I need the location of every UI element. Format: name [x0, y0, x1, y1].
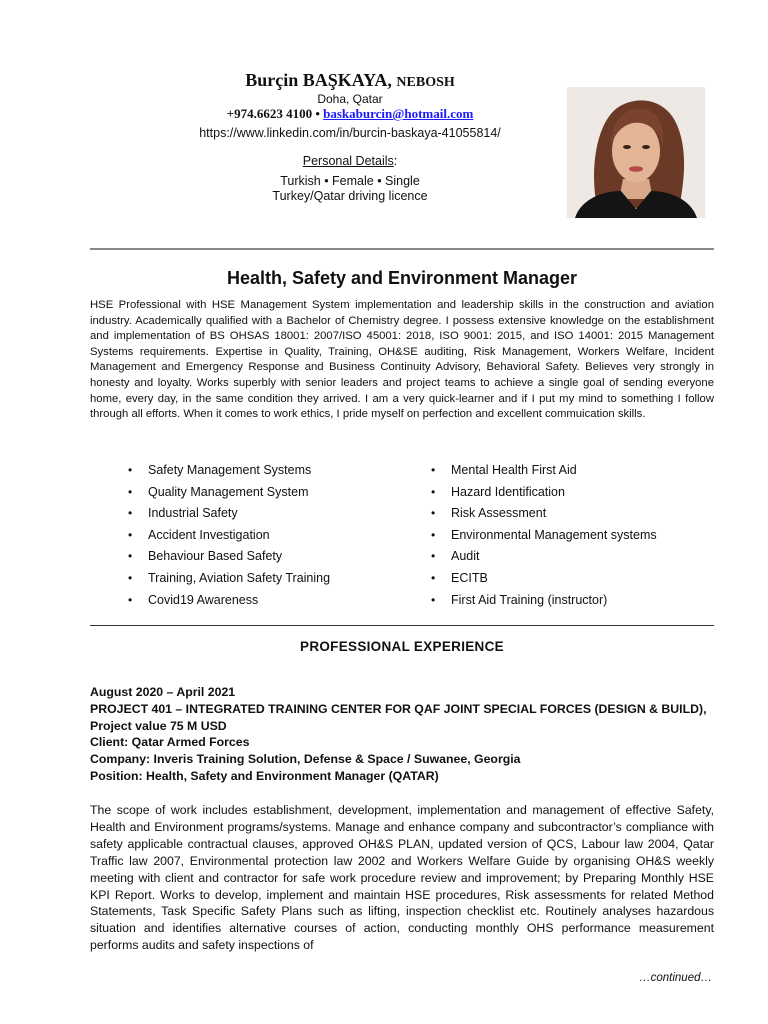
skill-item: • Environmental Management systems — [431, 527, 731, 549]
profile-photo — [567, 87, 705, 218]
job-scope-paragraph: The scope of work includes establishment, development, implementation and management of effective Safety, Health and Environment programs/systems. Manage and enhance company and subcontractor’s compliance with safety applicable contractual clauses, approved OH&S PLAN, updated version of QCS, Labour law 2004, Qatar Traffic law 2007, Environmental protection law 2002 and Workers Welfare Guide by organising OH&S weekly meeting with client and contractor for safe work procedure review and improvement; by Preparing Monthly HSE KPI Report. Works to develop, implement and maintain HSE procedures, Risk assessments for related Method Statements, Task Specific Safety Plans such as lifting, inspection checklist etc. Routinely analyses hazardous situation and identifies alternative courses of action, conducting monthly OHS performance measurement performs audits and safety inspections of — [90, 803, 714, 953]
job-project-value: Project value 75 M USD — [90, 718, 227, 733]
skill-item: • Behaviour Based Safety — [128, 548, 428, 570]
credential: NEBOSH — [396, 75, 455, 90]
driving-licence-line: Turkey/Qatar driving licence — [272, 189, 428, 203]
professional-summary: HSE Professional with HSE Management System implementation and leadership skills in the construction and aviation industry. Academically qualified with a Bachelor of Chemistry degree. I possess extensive knowledge on the establishment and implementation of BS OHSAS 18001: 2007/ISO 45001: 2018, ISO 9001: 2015, and ISO 14001: 2015 Management Systems requirements. Expertise in Quality, Training, OH&SE auditing, Risk Management, Workers Welfare, Incident Management and Emergency Response and Business Continuity Advisory, Behavioral Safety. Believes very strongly in honesty and loyalty. Works superbly with senior leaders and project teams to achieve a single goal of sending everyone home, every day, in the same condition they arrived. I am a very quick-learner and if I put my mind to something I follow through all efforts. When it comes to work ethics, I pride myself on perfection and excellent commuication skills. — [90, 299, 714, 421]
continued-note: …continued… — [639, 972, 712, 984]
separator-bullet: • — [315, 106, 320, 121]
skill-item: • Training, Aviation Safety Training — [128, 570, 428, 592]
skills-list-left — [128, 462, 428, 613]
skill-item: • Audit — [431, 548, 731, 570]
email-link[interactable]: baskaburcin@hotmail.com — [323, 106, 474, 121]
job-client: Client: Qatar Armed Forces — [90, 735, 250, 750]
skill-item: • Safety Management Systems — [128, 462, 428, 484]
skill-item: • Hazard Identification — [431, 484, 731, 506]
location: Doha, Qatar — [317, 92, 383, 106]
skill-item: • Quality Management System — [128, 484, 428, 506]
job-entry — [90, 684, 714, 785]
candidate-name: Burçin BAŞKAYA, NEBOSH — [245, 70, 455, 90]
skill-item: • Accident Investigation — [128, 527, 428, 549]
linkedin-url[interactable]: https://www.linkedin.com/in/burcin-baskaya-41055814/ — [199, 126, 501, 140]
contact-line — [140, 106, 560, 122]
skill-item: • Industrial Safety — [128, 505, 428, 527]
job-position: Position: Health, Safety and Environment Manager (QATAR) — [90, 768, 439, 783]
resume-header — [140, 70, 560, 203]
job-project: PROJECT 401 – INTEGRATED TRAINING CENTER FOR QAF JOINT SPECIAL FORCES (DESIGN & BUILD), — [90, 701, 707, 716]
phone: +974.6623 4100 — [226, 106, 313, 121]
skill-item: • Mental Health First Aid — [431, 462, 731, 484]
job-company: Company: Inveris Training Solution, Defense & Space / Suwanee, Georgia — [90, 752, 521, 767]
section-title-experience: PROFESSIONAL EXPERIENCE — [300, 639, 504, 654]
skill-item: • Risk Assessment — [431, 505, 731, 527]
job-title-heading: Health, Safety and Environment Manager — [226, 268, 578, 288]
header-divider — [90, 248, 714, 250]
portrait-image — [567, 87, 705, 218]
job-dates: August 2020 – April 2021 — [90, 685, 236, 699]
personal-details-line: Turkish • Female • Single — [280, 174, 420, 188]
skill-item: • First Aid Training (instructor) — [431, 592, 731, 614]
personal-details-title: Personal Details: — [302, 154, 398, 168]
skill-item: • Covid19 Awareness — [128, 592, 428, 614]
section-divider — [90, 625, 714, 626]
skill-item: • ECITB — [431, 570, 731, 592]
skills-list-right — [431, 462, 731, 613]
